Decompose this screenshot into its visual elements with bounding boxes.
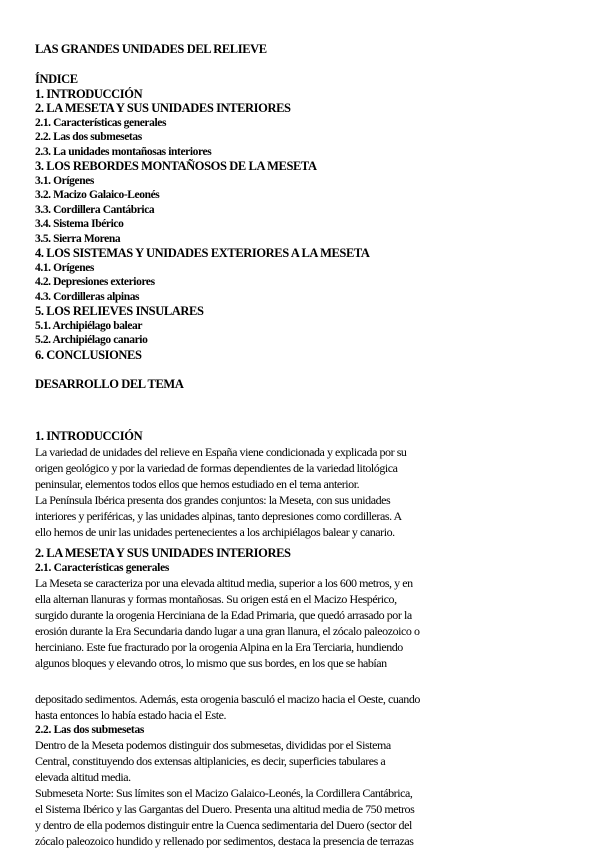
index-subitem: 4.2. Depresiones exteriores [35,276,155,288]
index-subitem: 3.2. Macizo Galaico-Leonés [35,189,160,201]
index-subitem: 3.5. Sierra Morena [35,232,121,245]
spacer [35,57,555,72]
text-line: el Sistema Ibérico y las Gargantas del Duero. Presenta una altitud media de 750 metros [35,802,415,816]
index-title: ÍNDICE [35,72,78,86]
index-list [35,87,555,363]
index-subitem: 2.3. La unidades montañosas interiores [35,145,212,158]
spacer [35,392,555,429]
index-subitem: 4.3. Cordilleras alpinas [35,290,140,303]
text-line: La Meseta se caracteriza por una elevada altitud media, superior a los 600 metros, y en [35,576,413,590]
page-break-gap [35,671,555,691]
text-line: y dentro de ella podemos distinguir entre la Cuenca sedimentaria del Duero (sector del [35,818,412,832]
text-line: ello hemos de unir las unidades pertenecientes a los archipiélagos balear y canario. [35,525,395,539]
section2-1-heading: 2.1. Características generales [35,562,170,574]
text-line: origen geológico y por la variedad de formas dependientes de la variedad litológica [35,461,398,475]
text-line: herciniano. Este fue fracturado por la orogenia Alpina en la Era Terciaria, hundiendo [35,640,403,654]
section1-heading: 1. INTRODUCCIÓN [35,429,143,443]
index-item: 5. LOS RELIEVES INSULARES [35,304,204,318]
text-line: La variedad de unidades del relieve en España viene condicionada y explicada por su [35,445,407,459]
index-item: 2. LA MESETA Y SUS UNIDADES INTERIORES [35,101,291,115]
development-title: DESARROLLO DEL TEMA [35,377,184,391]
text-line: Dentro de la Meseta podemos distinguir dos submesetas, divididas por el Sistema [35,738,391,752]
index-item: 4. LOS SISTEMAS Y UNIDADES EXTERIORES A LA MESETA [35,246,370,260]
text-line: hasta entonces lo había estado hacia el Este. [35,708,226,722]
index-subitem: 3.4. Sistema Ibérico [35,218,124,230]
document-title: LAS GRANDES UNIDADES DEL RELIEVE [35,42,267,56]
section2-1-paragraph [35,575,555,671]
text-line: Central, constituyendo dos extensas altiplanicies, es decir, superficies tabulares a [35,754,386,768]
index-item: 3. LOS REBORDES MONTAÑOSOS DE LA MESETA [35,159,317,173]
text-line: Submeseta Norte: Sus límites son el Macizo Galaico-Leonés, la Cordillera Cantábrica, [35,786,413,800]
index-subitem: 3.1. Orígenes [35,174,94,187]
index-subitem: 4.1. Orígenes [35,261,94,274]
index-subitem: 3.3. Cordillera Cantábrica [35,203,155,216]
text-line: surgido durante la orogenia Herciniana de la Edad Primaria, que quedó arrasado por la [35,608,412,622]
text-line: peninsular, elementos todos ellos que hemos estudiado en el tema anterior. [35,477,360,491]
section2-1-paragraph-continued [35,691,555,723]
index-item: 6. CONCLUSIONES [35,347,142,362]
spacer [35,362,555,377]
text-line: interiores y periféricas, y las unidades alpinas, tanto depresiones como cordilleras. A [35,509,402,523]
text-line: La Península Ibérica presenta dos grandes conjuntos: la Meseta, con sus unidades [35,493,391,507]
text-line: depositado sedimentos. Además, esta orogenia basculó el macizo hacia el Oeste, cuando [35,692,420,706]
text-line: erosión durante la Era Secundaria dando lugar a una gran llanura, el zócalo paleozoico o [35,624,420,638]
document-page [35,42,555,849]
section2-2-paragraph-2 [35,785,555,849]
text-line: ella alternan llanuras y formas montañosas. Su origen está en el Macizo Hespérico, [35,592,397,606]
index-subitem: 2.2. Las dos submesetas [35,131,142,143]
section2-2-heading: 2.2. Las dos submesetas [35,724,145,736]
text-line: algunos bloques y elevando otros, lo mismo que sus bordes, en los que se habían [35,656,387,670]
text-line: zócalo paleozoico hundido y rellenado por sedimentos, destaca la presencia de terrazas [35,834,414,848]
section1-paragraph-2 [35,492,555,540]
section2-2-paragraph-1 [35,737,555,785]
section2-heading: 2. LA MESETA Y SUS UNIDADES INTERIORES [35,546,291,560]
index-subitem: 5.2. Archipiélago canario [35,334,148,346]
section1-paragraph-1 [35,444,555,492]
text-line: elevada altitud media. [35,770,131,784]
index-subitem: 5.1. Archipiélago balear [35,319,143,332]
index-subitem: 2.1. Características generales [35,116,167,129]
index-item: 1. INTRODUCCIÓN [35,86,143,101]
